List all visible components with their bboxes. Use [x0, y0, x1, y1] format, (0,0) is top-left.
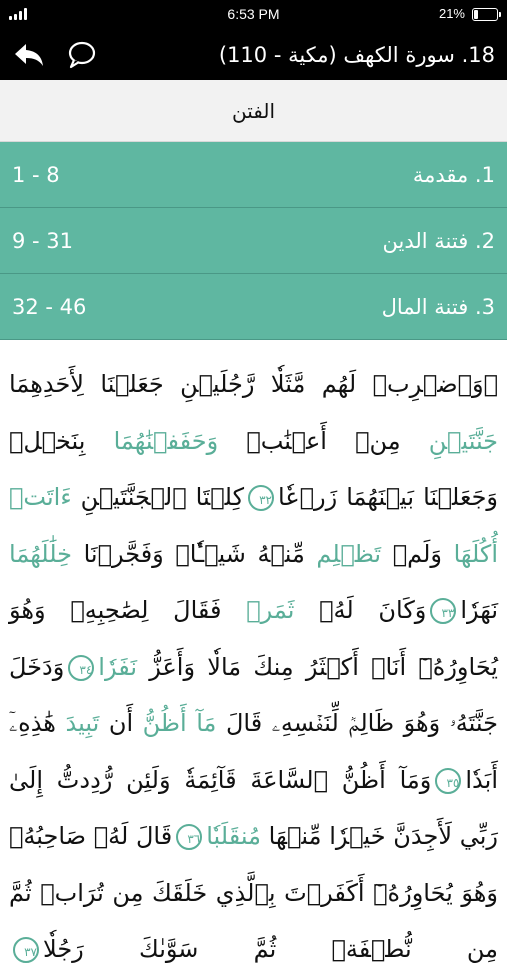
comment-bubble-icon[interactable] — [66, 40, 98, 70]
highlighted-word: تَبِيدَ — [65, 709, 100, 737]
verse-segment: قَالَ لَهُۥ صَاحِبُهُۥ وَهُوَ يُحَاوِرُهُۥٓ أَكَفَرۡتَ بِٱلَّذِي خَلَقَكَ مِن تُرَابٖ ثُمَّ مِن نُّطۡفَةٖ ثُمَّ سَوَّىٰكَ رَجُلٗا — [9, 822, 498, 963]
highlighted-word: جَنَّتَيۡنِ — [428, 426, 499, 455]
battery-level — [474, 10, 478, 19]
battery-icon — [472, 8, 498, 21]
verse-text — [0, 342, 507, 963]
verse-number-marker[interactable]: ٣٣ — [430, 598, 456, 624]
back-arrow-icon[interactable] — [12, 40, 46, 70]
verse-segment: نَهَرٗا — [460, 596, 498, 624]
status-time: 6:53 PM — [227, 6, 280, 22]
topic-label: 1. مقدمة — [412, 163, 495, 187]
verse-segment: فَقَالَ لِصَٰحِبِهِۦ وَهُوَ يُحَاوِرُهُۥٓ أَنَا۠ أَكۡثَرُ مِنكَ مَالٗا وَأَعَزُّ — [9, 596, 498, 681]
verse-segment: وَلَمۡ — [381, 539, 454, 568]
verse-number-marker[interactable]: ٣٧ — [13, 937, 39, 963]
highlighted-word: مَآ أَظُنُّ — [142, 709, 217, 737]
topic-verse-range: 9 - 31 — [12, 229, 74, 253]
verse-segment: مِنۡ أَعۡنَٰبٖ — [218, 426, 429, 455]
highlighted-word: تَظۡلِم — [316, 539, 382, 568]
verse-number-marker[interactable]: ٣٥ — [435, 768, 461, 794]
verse-segment: أَن — [99, 709, 143, 737]
verse-number-marker[interactable]: ٣٦ — [176, 824, 202, 850]
topic-verse-range: 32 - 46 — [12, 295, 87, 319]
verse-number-marker[interactable]: ٣٤ — [68, 655, 94, 681]
verse-segment: وَمَآ أَظُنُّ ٱلسَّاعَةَ قَآئِمَةٗ وَلَئِن رُّدِدتُّ إِلَىٰ رَبِّي لَأَجِدَنَّ خَيۡرٗا مِّنۡهَا — [9, 765, 498, 850]
battery-percentage: 21% — [438, 6, 465, 21]
verse-segment: بِنَخۡلٖ وَجَعَلۡنَا بَيۡنَهُمَا زَرۡعٗا — [9, 426, 498, 511]
highlighted-word: نَفَرٗا — [98, 652, 138, 681]
verse-segment: ۞وَٱضۡرِبۡ لَهُم مَّثَلٗا رَّجُلَيۡنِ جَعَلۡنَا لِأَحَدِهِمَا — [9, 370, 498, 398]
section-header: الفتن — [0, 80, 507, 142]
topic-verse-range: 1 - 8 — [12, 163, 60, 187]
verse-number-marker[interactable]: ٣٢ — [248, 485, 274, 511]
topic-label: 3. فتنة المال — [381, 295, 495, 319]
verse-segment: وَدَخَلَ جَنَّتَهُۥ وَهُوَ ظَالِمٞ لِّنَفۡسِهِۦ قَالَ — [9, 652, 498, 737]
topic-label: 2. فتنة الدين — [382, 229, 495, 253]
verse-segment: وَكَانَ لَهُۥ — [294, 596, 427, 624]
surah-title: 18. سورة الكهف (مكية - 110) — [218, 43, 495, 67]
highlighted-word: مُنقَلَبٗا — [206, 822, 261, 850]
highlighted-word: ءَاتَتۡ أُكُلَهَا — [9, 483, 498, 568]
verse-segment: كِلۡتَا ٱلۡجَنَّتَيۡنِ — [71, 483, 244, 511]
navigation-bar — [0, 30, 507, 80]
highlighted-word: وَحَفَفۡنَٰهُمَا — [113, 426, 219, 455]
status-bar — [0, 0, 507, 30]
highlighted-word: ثَمَرٞ — [246, 596, 295, 624]
topic-item-trial-of-wealth[interactable] — [0, 274, 507, 340]
topic-item-trial-of-faith[interactable] — [0, 208, 507, 274]
topic-list — [0, 142, 507, 340]
topic-item-introduction[interactable] — [0, 142, 507, 208]
verse-segment: مِّنۡهُ شَيۡـٔٗاۚ وَفَجَّرۡنَا — [71, 539, 317, 568]
verse-segment: هَٰذِهِۦٓ أَبَدٗا — [9, 709, 498, 794]
highlighted-word: خِلَٰلَهُمَا — [9, 539, 72, 568]
